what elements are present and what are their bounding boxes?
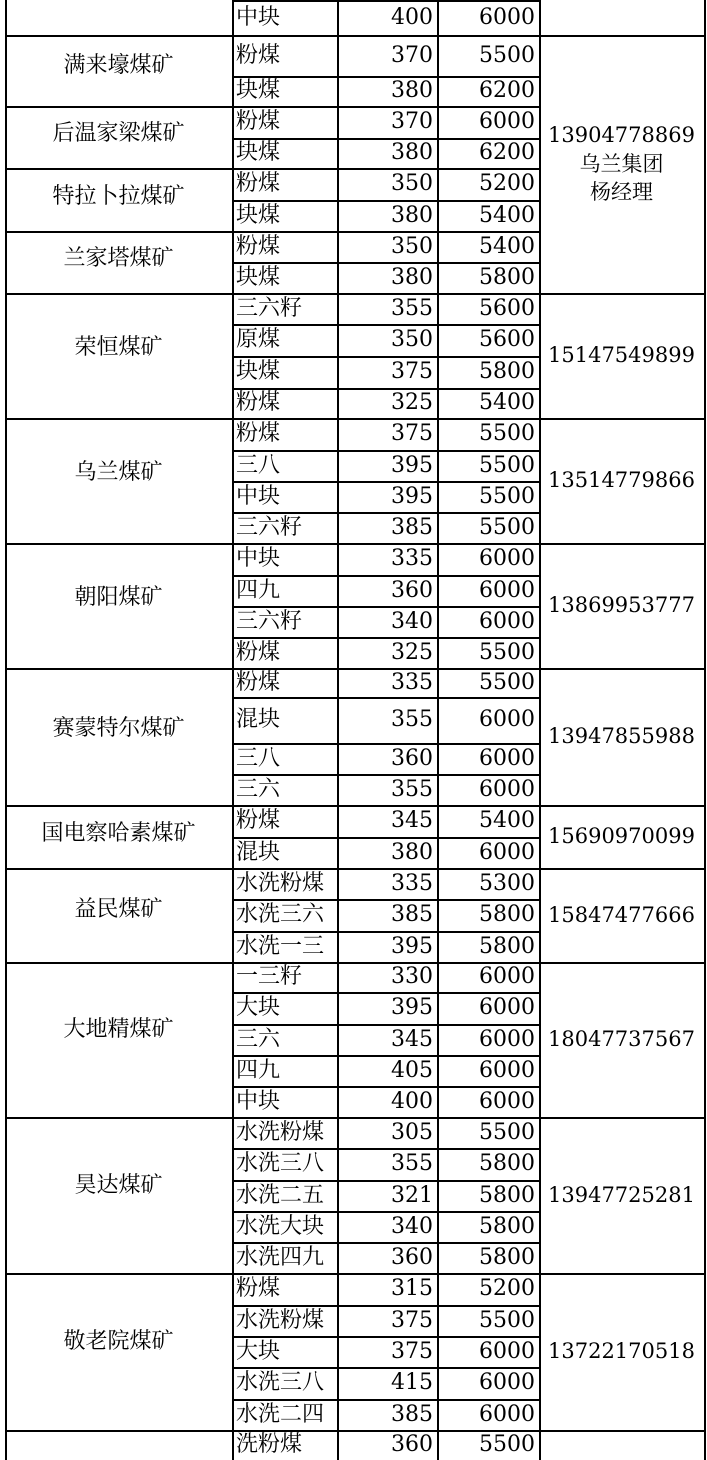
- heat-value-cell: 6200: [479, 78, 535, 103]
- coal-type-cell: 三六: [236, 1026, 281, 1052]
- coal-type-cell: 三八: [236, 452, 281, 478]
- price-cell: 380: [391, 78, 433, 103]
- mine-name-cell: 益民煤矿: [74, 896, 163, 922]
- grid-horizontal-line: [5, 1430, 233, 1432]
- grid-horizontal-line: [539, 293, 704, 295]
- heat-value-cell: 6000: [479, 776, 535, 802]
- grid-horizontal-line: [232, 262, 540, 264]
- price-cell: 395: [391, 933, 433, 959]
- contact-line: 18047737567: [548, 1027, 695, 1052]
- grid-horizontal-line: [232, 293, 540, 295]
- grid-vertical-line: [5, 0, 7, 1460]
- price-cell: 400: [391, 4, 433, 30]
- heat-value-cell: 5400: [479, 233, 535, 259]
- grid-horizontal-line: [539, 805, 704, 807]
- mine-name-cell: 特拉卜拉煤矿: [52, 183, 185, 209]
- grid-vertical-line: [437, 0, 439, 1460]
- mine-name-cell: 敬老院煤矿: [63, 1329, 174, 1354]
- heat-value-cell: 6000: [479, 995, 535, 1020]
- grid-horizontal-line: [232, 1117, 540, 1119]
- grid-horizontal-line: [232, 1180, 540, 1182]
- coal-type-cell: 四九: [236, 1057, 281, 1083]
- grid-horizontal-line: [232, 805, 540, 807]
- contact-cell: [539, 1273, 704, 1430]
- heat-value-cell: 6200: [479, 140, 535, 165]
- grid-horizontal-line: [232, 697, 540, 699]
- heat-value-cell: 6000: [479, 707, 535, 732]
- heat-value-cell: 6000: [479, 1088, 535, 1114]
- heat-value-cell: 6000: [479, 1370, 535, 1395]
- grid-horizontal-line: [232, 1273, 540, 1275]
- grid-horizontal-line: [232, 231, 540, 233]
- coal-type-cell: 水洗粉煤: [236, 1307, 325, 1333]
- coal-type-cell: 四九: [236, 577, 281, 603]
- coal-type-cell: 水洗三六: [236, 902, 325, 927]
- coal-type-cell: 粉煤: [236, 1276, 281, 1301]
- price-cell: 380: [391, 140, 433, 165]
- heat-value-cell: 6000: [479, 1026, 535, 1052]
- grid-horizontal-line: [539, 1117, 704, 1119]
- grid-vertical-line: [704, 0, 706, 1460]
- contact-cell: [539, 35, 704, 293]
- contact-line: 13904778869: [548, 123, 695, 148]
- price-cell: 385: [391, 1401, 433, 1427]
- grid-horizontal-line: [232, 837, 540, 839]
- grid-horizontal-line: [5, 168, 233, 170]
- heat-value-cell: 5600: [479, 295, 535, 321]
- contact-cell: [539, 543, 704, 668]
- price-cell: 395: [391, 483, 433, 509]
- grid-horizontal-line: [232, 35, 540, 37]
- grid-horizontal-line: [5, 868, 233, 870]
- grid-horizontal-line: [232, 606, 540, 608]
- grid-horizontal-line: [5, 231, 233, 233]
- grid-horizontal-line: [5, 1117, 233, 1119]
- coal-type-cell: 粉煤: [236, 808, 281, 833]
- grid-horizontal-line: [5, 293, 233, 295]
- contact-cell: [539, 962, 704, 1117]
- contact-cell: [539, 805, 704, 868]
- heat-value-cell: 5600: [479, 327, 535, 352]
- contact-cell: [539, 668, 704, 805]
- heat-value-cell: 5800: [479, 1213, 535, 1239]
- contact-line: 13722170518: [548, 1339, 695, 1364]
- coal-type-cell: 块煤: [236, 140, 281, 165]
- heat-value-cell: 6000: [479, 745, 535, 771]
- heat-value-cell: 6000: [479, 4, 535, 30]
- mine-name-cell: 兰家塔煤矿: [63, 246, 174, 271]
- coal-type-cell: 洗粉煤: [236, 1432, 303, 1457]
- grid-horizontal-line: [232, 868, 540, 870]
- coal-type-cell: 混块: [236, 839, 281, 865]
- heat-value-cell: 5500: [479, 42, 535, 68]
- grid-horizontal-line: [539, 1430, 704, 1432]
- grid-horizontal-line: [232, 637, 540, 639]
- heat-value-cell: 6000: [479, 839, 535, 865]
- heat-value-cell: 5500: [479, 452, 535, 478]
- price-cell: 345: [391, 1026, 433, 1052]
- price-cell: 395: [391, 995, 433, 1020]
- coal-type-cell: 粉煤: [236, 390, 281, 415]
- price-cell: 350: [391, 171, 433, 196]
- coal-type-cell: 水洗粉煤: [236, 870, 325, 896]
- coal-type-cell: 粉煤: [236, 233, 281, 259]
- price-cell: 400: [391, 1088, 433, 1114]
- coal-type-cell: 三六籽: [236, 608, 303, 634]
- heat-value-cell: 5400: [479, 202, 535, 228]
- price-cell: 360: [391, 577, 433, 603]
- grid-horizontal-line: [539, 35, 704, 37]
- heat-value-cell: 5800: [479, 902, 535, 927]
- mine-name-cell: 乌兰煤矿: [74, 460, 163, 485]
- contact-line: 乌兰集团: [579, 151, 664, 176]
- grid-horizontal-line: [232, 1336, 540, 1338]
- price-cell: 375: [391, 1307, 433, 1333]
- mine-name-cell: 荣恒煤矿: [74, 335, 163, 360]
- grid-horizontal-line: [232, 0, 540, 2]
- grid-vertical-line: [337, 0, 339, 1460]
- coal-type-cell: 水洗粉煤: [236, 1119, 325, 1145]
- heat-value-cell: 6000: [479, 608, 535, 634]
- coal-type-cell: 块煤: [236, 359, 281, 384]
- coal-type-cell: 水洗大块: [236, 1213, 325, 1239]
- grid-vertical-line: [539, 0, 541, 1460]
- price-cell: 375: [391, 359, 433, 384]
- price-cell: 380: [391, 202, 433, 228]
- mine-name-cell: 国电察哈素煤矿: [41, 820, 196, 846]
- price-cell: 375: [391, 421, 433, 446]
- coal-type-cell: 粉煤: [236, 421, 281, 446]
- heat-value-cell: 5500: [479, 639, 535, 665]
- coal-type-cell: 三六籽: [236, 295, 303, 321]
- grid-horizontal-line: [232, 106, 540, 108]
- contact-line: 15847477666: [548, 902, 695, 927]
- coal-type-cell: 中块: [236, 483, 281, 509]
- heat-value-cell: 5500: [479, 1119, 535, 1145]
- price-cell: 325: [391, 639, 433, 665]
- coal-type-cell: 粉煤: [236, 171, 281, 196]
- grid-horizontal-line: [232, 543, 540, 545]
- price-cell: 385: [391, 902, 433, 927]
- grid-horizontal-line: [232, 774, 540, 776]
- grid-horizontal-line: [232, 324, 540, 326]
- price-cell: 370: [391, 42, 433, 68]
- price-cell: 415: [391, 1370, 433, 1395]
- price-cell: 350: [391, 233, 433, 259]
- price-cell: 355: [391, 776, 433, 802]
- grid-horizontal-line: [5, 1273, 233, 1275]
- heat-value-cell: 6000: [479, 577, 535, 603]
- heat-value-cell: 5800: [479, 264, 535, 290]
- price-cell: 355: [391, 707, 433, 732]
- heat-value-cell: 5800: [479, 1244, 535, 1270]
- grid-horizontal-line: [232, 1430, 540, 1432]
- coal-type-cell: 粉煤: [236, 42, 281, 68]
- contact-cell: [539, 418, 704, 543]
- grid-horizontal-line: [5, 106, 233, 108]
- heat-value-cell: 5500: [479, 1307, 535, 1333]
- contact-cell: [539, 1117, 704, 1273]
- grid-horizontal-line: [232, 450, 540, 452]
- price-cell: 345: [391, 808, 433, 833]
- heat-value-cell: 5200: [479, 171, 535, 196]
- coal-type-cell: 块煤: [236, 202, 281, 228]
- coal-type-cell: 三六: [236, 776, 281, 802]
- grid-horizontal-line: [232, 76, 540, 78]
- contact-line: 杨经理: [590, 180, 653, 205]
- price-cell: 325: [391, 390, 433, 415]
- grid-vertical-line: [232, 0, 234, 1460]
- grid-horizontal-line: [232, 1367, 540, 1369]
- coal-type-cell: 三八: [236, 745, 281, 771]
- heat-value-cell: 6000: [479, 964, 535, 989]
- price-cell: 355: [391, 1151, 433, 1176]
- grid-horizontal-line: [232, 899, 540, 901]
- coal-type-cell: 块煤: [236, 78, 281, 103]
- contact-cell: [539, 293, 704, 418]
- price-cell: 375: [391, 1338, 433, 1364]
- price-cell: 395: [391, 452, 433, 478]
- mine-name-cell: 满来壕煤矿: [63, 53, 174, 78]
- grid-horizontal-line: [5, 962, 233, 964]
- heat-value-cell: 5800: [479, 933, 535, 959]
- grid-horizontal-line: [232, 168, 540, 170]
- price-cell: 360: [391, 1244, 433, 1270]
- price-cell: 330: [391, 964, 433, 989]
- heat-value-cell: 5200: [479, 1276, 535, 1301]
- grid-horizontal-line: [232, 668, 540, 670]
- contact-line: 13869953777: [548, 593, 695, 618]
- heat-value-cell: 6000: [479, 1338, 535, 1364]
- price-cell: 380: [391, 839, 433, 865]
- grid-horizontal-line: [232, 138, 540, 140]
- heat-value-cell: 5500: [479, 421, 535, 446]
- grid-horizontal-line: [232, 1055, 540, 1057]
- grid-horizontal-line: [232, 200, 540, 202]
- price-cell: 305: [391, 1119, 433, 1145]
- coal-type-cell: 中块: [236, 546, 281, 571]
- coal-type-cell: 原煤: [236, 327, 281, 352]
- coal-type-cell: 粉煤: [236, 639, 281, 665]
- grid-horizontal-line: [539, 543, 704, 545]
- heat-value-cell: 5500: [479, 514, 535, 540]
- coal-type-cell: 混块: [236, 707, 281, 732]
- contact-line: 13514779866: [548, 468, 695, 493]
- grid-horizontal-line: [232, 1242, 540, 1244]
- coal-type-cell: 水洗三八: [236, 1370, 325, 1395]
- grid-horizontal-line: [5, 35, 233, 37]
- grid-horizontal-line: [232, 481, 540, 483]
- grid-horizontal-line: [539, 1273, 704, 1275]
- price-cell: 350: [391, 327, 433, 352]
- price-cell: 370: [391, 109, 433, 134]
- heat-value-cell: 5800: [479, 359, 535, 384]
- grid-horizontal-line: [232, 1211, 540, 1213]
- price-cell: 360: [391, 745, 433, 771]
- grid-horizontal-line: [232, 1148, 540, 1150]
- heat-value-cell: 5300: [479, 870, 535, 896]
- price-cell: 405: [391, 1057, 433, 1083]
- price-cell: 360: [391, 1432, 433, 1457]
- grid-horizontal-line: [232, 356, 540, 358]
- grid-horizontal-line: [232, 962, 540, 964]
- price-cell: 335: [391, 546, 433, 571]
- mine-name-cell: 大地精煤矿: [63, 1017, 174, 1042]
- price-cell: 380: [391, 264, 433, 290]
- grid-horizontal-line: [539, 668, 704, 670]
- grid-horizontal-line: [539, 868, 704, 870]
- price-cell: 340: [391, 1213, 433, 1239]
- grid-horizontal-line: [232, 1305, 540, 1307]
- price-cell: 385: [391, 514, 433, 540]
- heat-value-cell: 5500: [479, 483, 535, 509]
- grid-horizontal-line: [232, 931, 540, 933]
- mine-name-cell: 昊达煤矿: [74, 1172, 163, 1198]
- heat-value-cell: 5800: [479, 1151, 535, 1176]
- coal-type-cell: 中块: [236, 4, 281, 30]
- contact-cell: [539, 868, 704, 962]
- grid-horizontal-line: [5, 418, 233, 420]
- mine-name-cell: 后温家梁煤矿: [52, 121, 185, 146]
- heat-value-cell: 6000: [479, 109, 535, 134]
- grid-horizontal-line: [539, 418, 704, 420]
- heat-value-cell: 5500: [479, 1432, 535, 1457]
- heat-value-cell: 6000: [479, 1401, 535, 1427]
- grid-horizontal-line: [232, 512, 540, 514]
- heat-value-cell: 6000: [479, 546, 535, 571]
- coal-type-cell: 水洗一三: [236, 933, 325, 959]
- mine-name-cell: 朝阳煤矿: [74, 585, 163, 610]
- grid-horizontal-line: [232, 388, 540, 390]
- heat-value-cell: 6000: [479, 1057, 535, 1083]
- coal-type-cell: 三六籽: [236, 514, 303, 540]
- grid-horizontal-line: [232, 418, 540, 420]
- coal-type-cell: 粉煤: [236, 109, 281, 134]
- contact-line: 15690970099: [548, 824, 695, 849]
- grid-horizontal-line: [5, 668, 233, 670]
- grid-horizontal-line: [232, 1399, 540, 1401]
- grid-horizontal-line: [232, 992, 540, 994]
- mine-name-cell: 赛蒙特尔煤矿: [52, 715, 185, 741]
- price-cell: 335: [391, 870, 433, 896]
- grid-horizontal-line: [539, 962, 704, 964]
- coal-type-cell: 水洗二五: [236, 1182, 325, 1208]
- heat-value-cell: 5500: [479, 669, 535, 695]
- contact-line: 15147549899: [548, 343, 695, 368]
- price-cell: 321: [391, 1182, 433, 1208]
- price-cell: 355: [391, 295, 433, 321]
- coal-type-cell: 块煤: [236, 264, 281, 290]
- grid-horizontal-line: [232, 575, 540, 577]
- grid-horizontal-line: [232, 743, 540, 745]
- heat-value-cell: 5400: [479, 808, 535, 833]
- price-cell: 340: [391, 608, 433, 634]
- coal-type-cell: 水洗三八: [236, 1151, 325, 1176]
- grid-horizontal-line: [5, 543, 233, 545]
- coal-type-cell: 中块: [236, 1088, 281, 1114]
- coal-type-cell: 大块: [236, 1338, 281, 1364]
- heat-value-cell: 5400: [479, 390, 535, 415]
- coal-type-cell: 大块: [236, 995, 281, 1020]
- contact-line: 13947855988: [548, 724, 695, 749]
- grid-horizontal-line: [232, 1024, 540, 1026]
- contact-line: 13947725281: [548, 1182, 695, 1207]
- coal-type-cell: 粉煤: [236, 669, 281, 695]
- price-cell: 315: [391, 1276, 433, 1301]
- grid-horizontal-line: [232, 1086, 540, 1088]
- price-cell: 335: [391, 669, 433, 695]
- heat-value-cell: 5800: [479, 1182, 535, 1208]
- coal-type-cell: 水洗二四: [236, 1401, 325, 1427]
- coal-type-cell: 一三籽: [236, 964, 303, 989]
- coal-type-cell: 水洗四九: [236, 1244, 325, 1270]
- grid-horizontal-line: [5, 805, 233, 807]
